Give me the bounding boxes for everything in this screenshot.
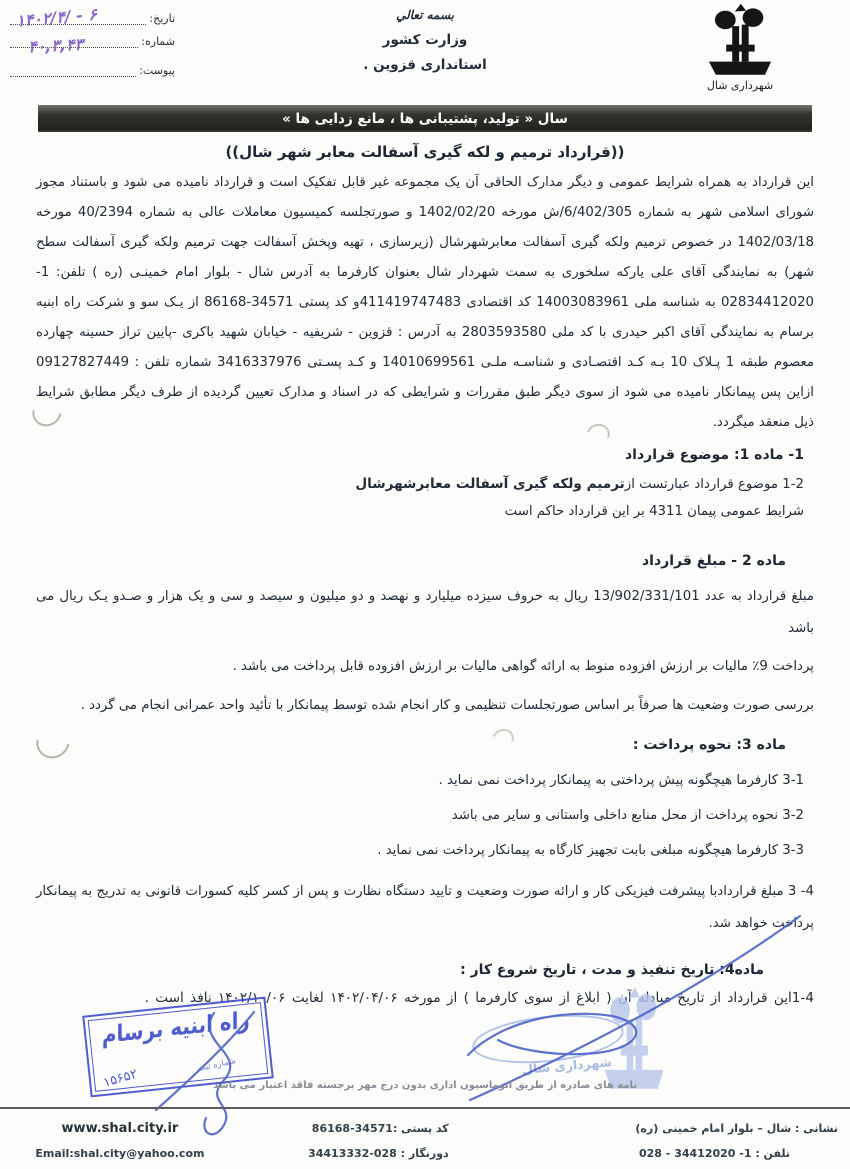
article-3-item-2: 3-2 نحوه پرداخت از محل منابع داخلی واستانی و سایر می باشد xyxy=(451,808,804,823)
date-label: تاریخ: xyxy=(149,12,175,25)
year-slogan-text: سال « تولید، پشتیبانی ها ، مانع زدایی ها » xyxy=(282,110,568,127)
article-2-heading: ماده 2 - مبلغ قرارداد xyxy=(642,553,786,569)
article-4-heading: ماده4: تاریخ تنفیذ و مدت ، تاریخ شروع کار : xyxy=(460,962,764,978)
footer xyxy=(0,1116,850,1166)
footer-divider xyxy=(0,1107,850,1109)
article-2-review-clause: بررسی صورت وضعیت ها صرفاً بر اساس صورتجلسات تنظیمی و کار انجام شده توسط پیمانکار با تأئید واحد عمرانی انجام می گردد . xyxy=(80,698,814,713)
number-label: شماره: xyxy=(141,35,175,48)
footer-web-block xyxy=(8,1116,232,1166)
handwritten-date: ۱۴۰۲/۴/ - ۶ xyxy=(15,4,98,31)
footer-postal-block xyxy=(232,1116,463,1166)
footer-postal-code: کد پستی :34571-86168 xyxy=(311,1122,449,1135)
article-4-item: 1-4این قرارداد از تاریخ مبادله آن ( ابلاغ از سوی کارفرما ) از مورخه ۱۴۰۲/۰۴/۰۶ لغایت ۱۴۰۲/۱۰/۰۶ نافذ است . xyxy=(144,990,814,1006)
footer-address: نشانی : شال – بلوار امام خمینی (ره) xyxy=(635,1122,838,1135)
punch-hole-mark xyxy=(30,719,76,765)
bismillah-text: بسمه تعالي xyxy=(395,8,455,22)
year-slogan-banner xyxy=(38,105,812,132)
article-1-item xyxy=(0,476,804,492)
contractor-stamp-name: راه ابنیه برسام xyxy=(101,1005,250,1049)
automation-validity-note: نامه های صادره از طریق اتوماسیون اداری بدون درج مهر برجسته فاقد اعتبار می باشد xyxy=(212,1080,638,1091)
municipality-logo xyxy=(688,3,792,92)
article-1-item-prefix: 1-2 موضوع قرارداد عبارتست از xyxy=(624,477,804,492)
footer-website-link[interactable]: www.shal.city.ir xyxy=(61,1121,179,1136)
attachment-label: پیوست: xyxy=(139,64,175,77)
footer-email-link[interactable]: Email:shal.city@yahoo.com xyxy=(35,1147,205,1160)
article-3-item-1: 3-1 کارفرما هیچگونه پیش پرداختی به پیمانکار پرداخت نمی نماید . xyxy=(438,773,804,788)
municipality-logo-caption: شهرداری شال xyxy=(706,79,774,92)
article-1-heading: 1- ماده 1: موضوع قرارداد xyxy=(624,447,804,463)
contract-title: ((قرارداد ترمیم و لکه گیری آسفالت معابر شهر شال)) xyxy=(225,143,625,161)
contractor-stamp-reg-number: ۱۵۶۵۲ xyxy=(101,1066,140,1091)
footer-fax: دورنگار : 028-34413332 xyxy=(308,1147,449,1160)
ministry-title: وزارت کشور xyxy=(382,32,468,48)
footer-address-block xyxy=(463,1116,842,1166)
contract-intro-paragraph: این قرارداد به همراه شرایط عمومی و دیگر مدارک الحاقی آن یک مجموعه غیر قابل تفکیک است و قرارداد نامیده می شود و باستناد مجوز شورای اسلامی شهر به شماره 6/402/305/ش مورخه 1402/02/20 و صورتجلسه کمیسیون معاملات عالی به شماره 40/2394 مورخه 1402/03/18 در خصوص ترمیم ولکه گیری آسفالت معابرشهرشال (زیرسازی ، تهیه وپخش آسفالت جهت ترمیم ولکه گیری آسفالت سطح شهر) به نمایندگی آقای علی یارکه سلخوری به سمت شهردار شال بعنوان کارفرما به آدرس شال - بلوار امام خمینـی (ره ) تلفن: 1-02834412020 به شناسه ملی 14003083961 کد اقتصادی 411419747483و کد پستی 34571-86168 از یـک سو و شرکت راه ابنیه برسام به نمایندگی آقای اکبر حیدری با کد ملی 2803593580 به آدرس : قزوین - شریفیه - خیابان شهید باکری -پایین تراز حسینه چهارده معصوم طبقه 1 پـلاک 10 بـه کـد اقتصـادی و شناسـه ملـی 14010699561 و کـد پسـتی 3416337976 شماره تلفن : 09127827449 ازاین پس پیمانکار نامیده می شود از سوی دیگر طبق مقررات و شرایطی که در اسناد و مدارک تعیین گردیده از طرف دیگر مطابق شرایط ذیل منعقد میگردد. xyxy=(36,175,815,430)
article-1-note: شرایط عمومی پیمان 4311 بر این قرارداد حاکم است xyxy=(504,504,804,519)
article-1-item-subject: ترمیم ولکه گیری آسفالت معابرشهرشال xyxy=(355,476,625,492)
handwritten-number: ۴۰,۳,۴۳ xyxy=(27,34,84,57)
contractor-stamp-reg-label: شماره ثبت xyxy=(196,1056,237,1075)
article-3-heading: ماده 3: نحوه پرداخت : xyxy=(632,737,786,753)
article-3-item-4: 4- 3 مبلغ قراردادبا پیشرفت فیزیکی کار و ارائه صورت وضعیت و تایید دستگاه نظارت و پس از کسر کلیه کسورات قانونی به تدریج به پیمانکار پرداخت خواهد شد. xyxy=(36,884,814,931)
footer-phone: تلفن : 1- 34412020 - 028 xyxy=(639,1147,790,1160)
municipality-logo-icon xyxy=(702,3,778,77)
article-2-vat-clause: پرداخت 9٪ مالیات بر ارزش افزوده منوط به ارائه گواهی مالیات بر ارزش افزوده قابل پرداخت می باشد . xyxy=(232,659,814,674)
article-2-amount: مبلغ قرارداد به عدد 13/902/331/101 ریال به حروف سیزده میلیارد و نهصد و دو میلیون و سیصد و سی و یک هزار و صـدو یـک ریال می باشد xyxy=(36,589,814,636)
governorate-title: استانداری قزوین . xyxy=(363,57,487,73)
article-3-item-3: 3-3 کارفرما هیچگونه مبلغی بابت تجهیز کارگاه به پیمانکار پرداخت نمی نماید . xyxy=(377,843,804,858)
letterhead xyxy=(0,0,850,100)
municipality-stamp-caption: شهرداری شال xyxy=(521,1054,613,1077)
